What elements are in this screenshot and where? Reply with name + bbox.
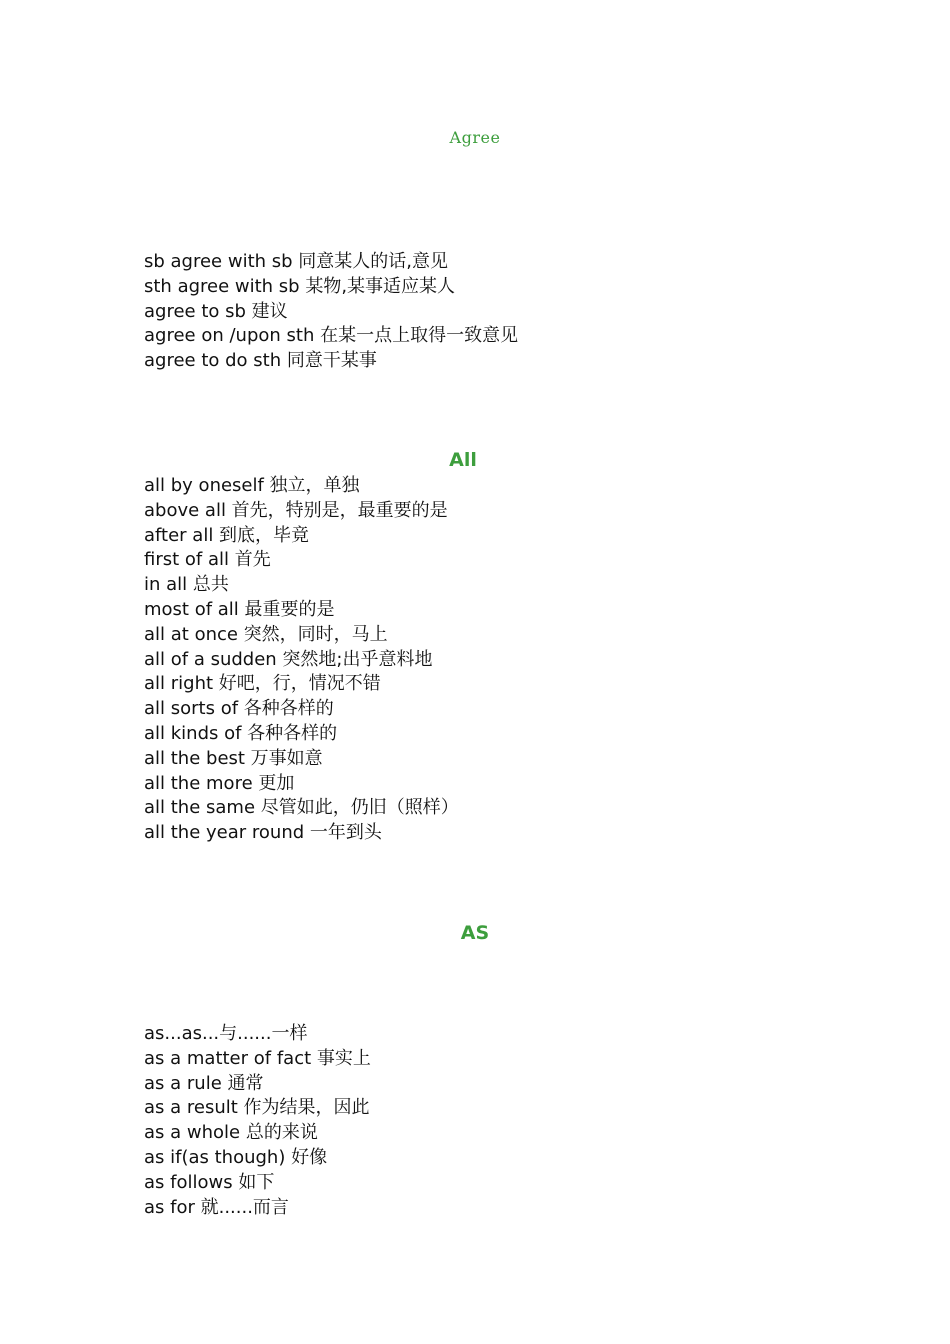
list-item: as if(as though) 好像 xyxy=(144,1146,328,1168)
list-item: as a whole 总的来说 xyxy=(144,1122,318,1144)
list-item: all by oneself 独立，单独 xyxy=(144,475,360,496)
list-item: all at once 突然，同时，马上 xyxy=(144,623,388,645)
list-item: as a rule 通常 xyxy=(144,1072,264,1094)
list-item: as follows 如下 xyxy=(144,1171,275,1193)
list-item: first of all 首先 xyxy=(144,549,271,571)
section-heading-all: All xyxy=(449,449,477,471)
list-item: all the year round 一年到头 xyxy=(144,822,382,844)
list-item: above all 首先，特别是，最重要的是 xyxy=(144,499,448,521)
list-item: agree to sb 建议 xyxy=(144,300,288,322)
as-phrase-list xyxy=(144,1022,371,1220)
list-item: most of all 最重要的是 xyxy=(144,598,335,620)
list-item: all kinds of 各种各样的 xyxy=(144,722,338,744)
list-item: as a result 作为结果，因此 xyxy=(144,1097,370,1119)
all-phrase-list xyxy=(144,474,459,846)
list-item: sb agree with sb 同意某人的话,意见 xyxy=(144,251,449,272)
list-item: all the same 尽管如此，仍旧（照样） xyxy=(144,797,459,819)
list-item: as for 就......而言 xyxy=(144,1196,289,1218)
list-item: agree on /upon sth 在某一点上取得一致意见 xyxy=(144,325,519,347)
list-item: after all 到底，毕竟 xyxy=(144,524,310,546)
list-item: sth agree with sb 某物,某事适应某人 xyxy=(144,275,456,297)
agree-phrase-list xyxy=(144,250,518,374)
list-item: all the best 万事如意 xyxy=(144,747,323,769)
list-item: agree to do sth 同意干某事 xyxy=(144,350,377,372)
list-item: all of a sudden 突然地;出乎意料地 xyxy=(144,648,433,670)
list-item: as a matter of fact 事实上 xyxy=(144,1047,371,1069)
list-item: all the more 更加 xyxy=(144,772,295,794)
list-item: all sorts of 各种各样的 xyxy=(144,698,334,720)
section-heading-agree: Agree xyxy=(449,128,501,147)
list-item: as...as...与......一样 xyxy=(144,1023,308,1044)
section-heading-as: AS xyxy=(460,922,490,944)
list-item: all right 好吧，行，情况不错 xyxy=(144,673,381,695)
list-item: in all 总共 xyxy=(144,574,229,596)
